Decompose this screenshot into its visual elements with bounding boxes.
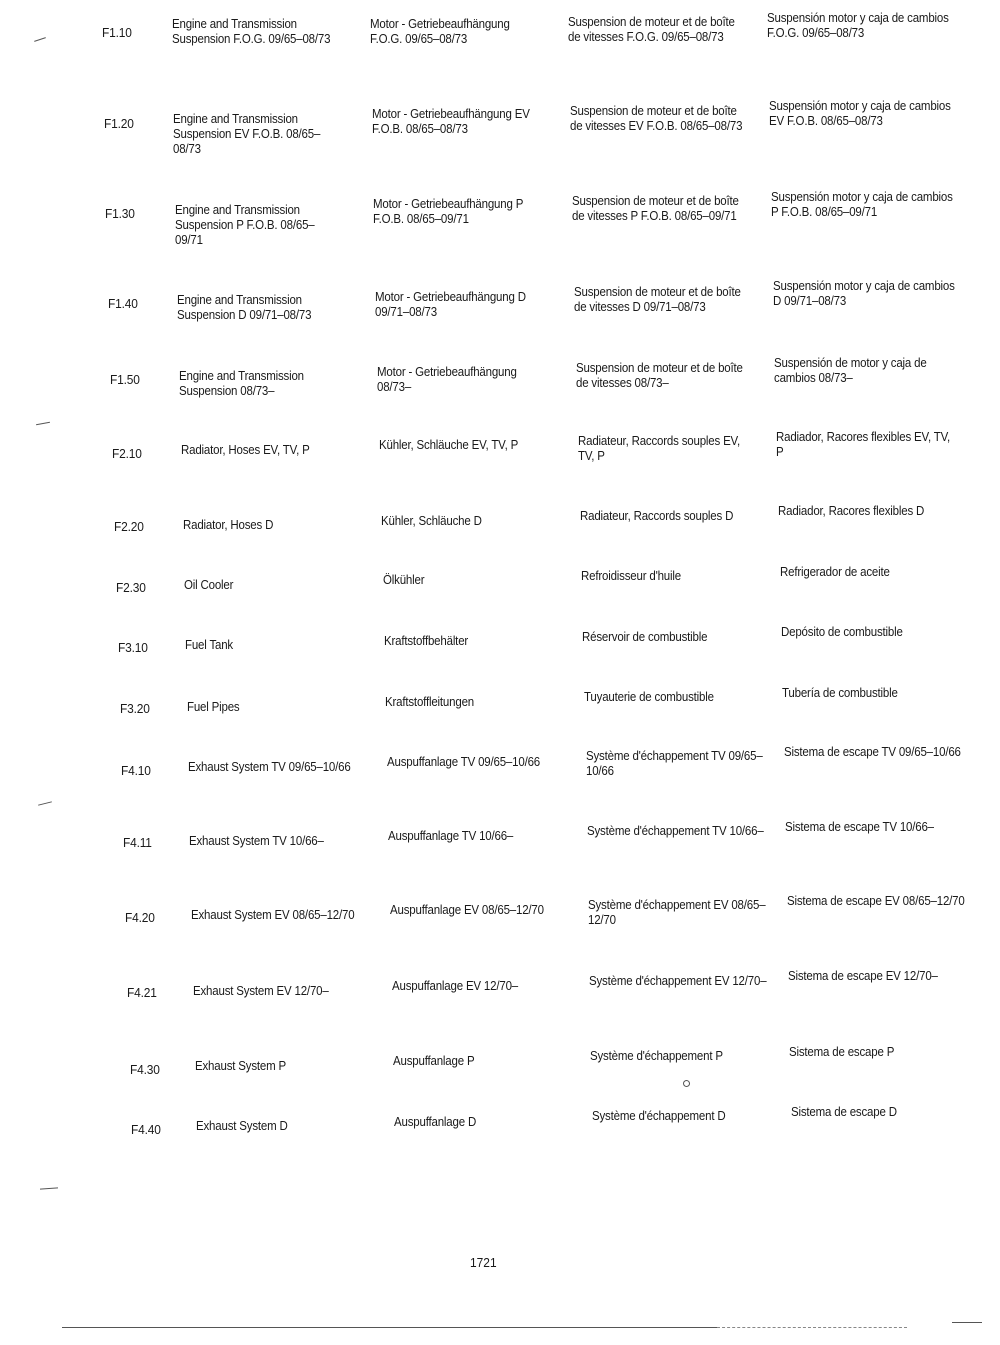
french-title: Radiateur, Raccords souples D: [580, 509, 734, 523]
spanish-title: Radiador, Racores flexibles EV, TV, P: [776, 430, 951, 459]
german-title: Auspuffanlage D: [394, 1115, 477, 1129]
french-title: Système d'échappement EV 12/70–: [589, 974, 767, 988]
spanish-title: Suspensión de motor y caja de cambios 08/73–: [774, 356, 927, 385]
table-row: [0, 356, 1000, 416]
english-title: Exhaust System TV 10/66–: [189, 834, 324, 848]
english-title: Engine and Transmission Suspension F.O.G. 09/65–08/73: [172, 17, 331, 46]
french-title: Suspension de moteur et de boîte de vitesses EV F.O.B. 08/65–08/73: [570, 104, 743, 133]
section-code: F3.10: [118, 640, 148, 655]
table-row: [0, 1100, 1000, 1160]
german-title: Auspuffanlage EV 08/65–12/70: [390, 903, 544, 917]
section-code: F2.30: [116, 580, 146, 595]
english-title: Radiator, Hoses EV, TV, P: [181, 443, 310, 457]
french-title: Système d'échappement TV 10/66–: [587, 824, 764, 838]
table-row: [0, 429, 1000, 489]
table-row: [0, 681, 1000, 741]
german-title: Kühler, Schläuche D: [381, 514, 482, 528]
spanish-title: Suspensión motor y caja de cambios P F.O.B. 08/65–09/71: [771, 190, 953, 219]
french-title: Système d'échappement TV 09/65–10/66: [586, 749, 763, 778]
spanish-title: Sistema de escape P: [789, 1045, 895, 1059]
spanish-title: Radiador, Racores flexibles D: [778, 504, 925, 518]
german-title: Kühler, Schläuche EV, TV, P: [379, 438, 519, 452]
section-code: F2.10: [112, 446, 142, 461]
table-row: [0, 190, 1000, 256]
german-title: Kraftstoffbehälter: [384, 634, 469, 648]
section-code: F4.30: [130, 1062, 160, 1077]
english-title: Engine and Transmission Suspension P F.O.B. 08/65–09/71: [175, 203, 315, 247]
french-title: Système d'échappement P: [590, 1049, 723, 1063]
french-title: Système d'échappement EV 08/65–12/70: [588, 898, 766, 927]
scan-artifact: [40, 1187, 58, 1189]
english-title: Exhaust System EV 08/65–12/70: [191, 908, 355, 922]
spanish-title: Suspensión motor y caja de cambios D 09/71–08/73: [773, 279, 955, 308]
german-title: Auspuffanlage EV 12/70–: [392, 979, 518, 993]
table-row: [0, 813, 1000, 873]
english-title: Oil Cooler: [184, 578, 234, 592]
german-title: Motor - Getriebeaufhängung P F.O.B. 08/65–09/71: [373, 197, 523, 226]
german-title: Motor - Getriebeaufhängung 08/73–: [377, 365, 517, 394]
french-title: Tuyauterie de combustible: [584, 690, 714, 704]
german-title: Auspuffanlage TV 09/65–10/66: [387, 755, 541, 769]
spanish-title: Suspensión motor y caja de cambios F.O.G. 09/65–08/73: [767, 11, 949, 40]
spanish-title: Sistema de escape D: [791, 1105, 897, 1119]
english-title: Engine and Transmission Suspension EV F.O.B. 08/65–08/73: [173, 112, 321, 156]
english-title: Radiator, Hoses D: [183, 518, 274, 532]
table-row: [0, 279, 1000, 345]
french-title: Système d'échappement D: [592, 1109, 726, 1123]
english-title: Exhaust System EV 12/70–: [193, 984, 329, 998]
spanish-title: Depósito de combustible: [781, 625, 903, 639]
german-title: Motor - Getriebeaufhängung EV F.O.B. 08/65–08/73: [372, 107, 530, 136]
section-code: F4.10: [121, 763, 151, 778]
bottom-rule: [952, 1322, 982, 1323]
german-title: Ölkühler: [383, 573, 425, 587]
english-title: Exhaust System D: [196, 1119, 288, 1133]
table-row: [0, 13, 1000, 73]
section-code: F2.20: [114, 519, 144, 534]
section-code: F4.40: [131, 1122, 161, 1137]
english-title: Fuel Tank: [185, 638, 233, 652]
spanish-title: Sistema de escape EV 08/65–12/70: [787, 894, 965, 908]
english-title: Exhaust System P: [195, 1059, 287, 1073]
section-code: F1.20: [104, 116, 134, 131]
french-title: Suspension de moteur et de boîte de vitesses F.O.G. 09/65–08/73: [568, 15, 735, 44]
german-title: Motor - Getriebeaufhängung D 09/71–08/73: [375, 290, 526, 319]
table-row: [0, 621, 1000, 681]
german-title: Auspuffanlage TV 10/66–: [388, 829, 514, 843]
table-row: [0, 963, 1000, 1023]
section-code: F3.20: [120, 701, 150, 716]
french-title: Suspension de moteur et de boîte de vitesses D 09/71–08/73: [574, 285, 741, 314]
bottom-rule: [62, 1327, 717, 1328]
scan-artifact: [36, 422, 50, 425]
table-row: [0, 1040, 1000, 1100]
section-code: F1.10: [102, 25, 132, 40]
bottom-rule: [717, 1327, 907, 1328]
table-row: [0, 743, 1000, 803]
section-code: F1.40: [108, 296, 138, 311]
spanish-title: Suspensión motor y caja de cambios EV F.O.B. 08/65–08/73: [769, 99, 951, 128]
french-title: Suspension de moteur et de boîte de vitesses 08/73–: [576, 361, 743, 390]
german-title: Auspuffanlage P: [393, 1054, 475, 1068]
page-number: 1721: [470, 1255, 497, 1270]
french-title: Refroidisseur d'huile: [581, 569, 681, 583]
german-title: Motor - Getriebeaufhängung F.O.G. 09/65–08/73: [370, 17, 510, 46]
spanish-title: Tubería de combustible: [782, 686, 898, 700]
french-title: Suspension de moteur et de boîte de vitesses P F.O.B. 08/65–09/71: [572, 194, 739, 223]
english-title: Fuel Pipes: [187, 700, 240, 714]
table-row: [0, 501, 1000, 561]
german-title: Kraftstoffleitungen: [385, 695, 474, 709]
spanish-title: Sistema de escape TV 09/65–10/66: [784, 745, 961, 759]
french-title: Radiateur, Raccords souples EV, TV, P: [578, 434, 741, 463]
table-row: [0, 887, 1000, 947]
spanish-title: Sistema de escape EV 12/70–: [788, 969, 938, 983]
english-title: Exhaust System TV 09/65–10/66: [188, 760, 351, 774]
section-code: F4.11: [123, 835, 152, 850]
table-row: [0, 99, 1000, 163]
section-code: F1.30: [105, 206, 135, 221]
english-title: Engine and Transmission Suspension 08/73–: [179, 369, 304, 398]
section-code: F4.20: [125, 910, 155, 925]
section-code: F4.21: [127, 985, 157, 1000]
table-row: [0, 561, 1000, 621]
section-code: F1.50: [110, 372, 140, 387]
french-title: Réservoir de combustible: [582, 630, 708, 644]
spanish-title: Refrigerador de aceite: [780, 565, 890, 579]
spanish-title: Sistema de escape TV 10/66–: [785, 820, 934, 834]
english-title: Engine and Transmission Suspension D 09/71–08/73: [177, 293, 312, 322]
